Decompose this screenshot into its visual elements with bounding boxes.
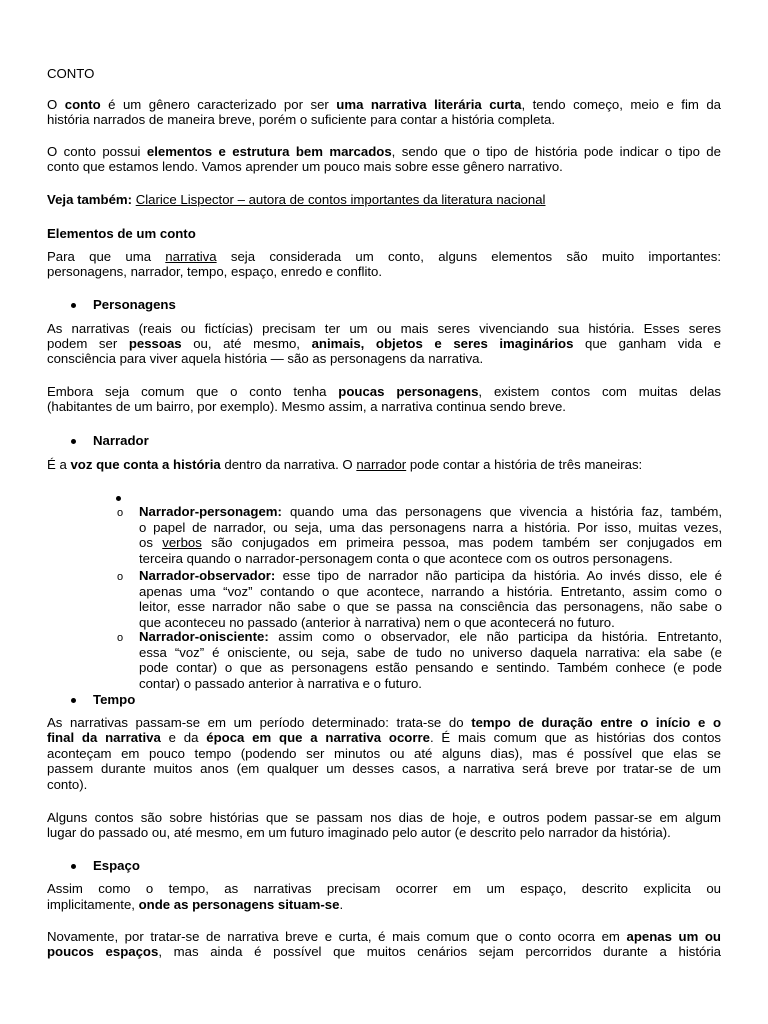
empty-bullet-dot	[116, 496, 121, 501]
personagens-line-3: consciência para viver aquela história — são as personagens da narrativa.	[47, 351, 484, 366]
tempo-p2-line-1: Alguns contos são sobre histórias que se passam nos dias de hoje, e outros podem passar-se em algum	[47, 810, 721, 825]
narrador-link[interactable]: narrador	[356, 457, 407, 472]
verbos-link[interactable]: verbos	[162, 535, 202, 551]
bullet-heading-narrador: Narrador	[93, 433, 149, 448]
document-title: CONTO	[47, 66, 95, 81]
tempo-line-5: conto).	[47, 777, 88, 792]
tempo-line-1: As narrativas passam-se em um período determinado: trata-se do tempo de duração entre o início e o	[47, 715, 722, 730]
espaco-line-1: Assim como o tempo, as narrativas precisam ocorrer em um espaço, descrito explicita ou	[47, 881, 721, 896]
personagens-line-1: As narrativas (reais ou fictícias) precisam ter um ou mais seres vivenciando sua história. Esses seres	[47, 321, 721, 336]
espaco-p2-line-2: poucos espaços, mas ainda é possível que muitos cenários sejam percorridos durante a história	[47, 944, 721, 959]
see-also-line	[47, 192, 721, 208]
bold-term: conto	[64, 97, 101, 112]
section-heading-elements: Elementos de um conto	[47, 226, 196, 241]
bullet-dot	[71, 864, 76, 869]
tempo-line-3: aconteçam em pouco tempo (podendo ser minutos ou até alguns dias), mas é possível que elas se	[47, 746, 721, 761]
structure-paragraph-line-1: O conto possui elementos e estrutura bem marcados, sendo que o tipo de história pode indicar o tipo de	[47, 144, 721, 159]
personagens-line-2: podem ser pessoas ou, até mesmo, animais, objetos e seres imaginários que ganham vida e	[47, 336, 721, 351]
bullet-tempo	[47, 692, 721, 708]
bullet-personagens	[47, 297, 721, 313]
see-also-label: Veja também:	[47, 192, 133, 207]
sub-bullet-circle: o	[117, 632, 124, 644]
bold-term: uma narrativa literária curta	[336, 97, 522, 112]
narrador-type-onisciente: o Narrador-onisciente: assim como o observador, ele não participa da história. Entretanto, essa “voz” é onisciente, ou seja, sabe de tudo no universo daquela narrativa: ela sabe (e pode contar) o que as personagens estão pensando e sentindo. Também conhece (e pode contar) o passado anterior à narrativa e o futuro.	[117, 629, 722, 691]
sub-bullet-circle: o	[117, 571, 124, 583]
intro-paragraph-line-2: história narrados de maneira breve, porém o suficiente para contar a história completa.	[47, 112, 555, 127]
espaco-p2-line-1: Novamente, por tratar-se de narrativa breve e curta, é mais comum que o conto ocorra em apenas um ou	[47, 929, 721, 944]
narrativa-link[interactable]: narrativa	[165, 249, 217, 264]
intro-paragraph-line-1: O conto é um gênero caracterizado por ser uma narrativa literária curta, tendo começo, meio e fim da	[47, 97, 722, 112]
see-also-link[interactable]: Clarice Lispector – autora de contos importantes da literatura nacional	[135, 192, 546, 207]
narrador-paragraph: É a voz que conta a história dentro da narrativa. O narrador pode contar a história de três maneiras:	[47, 457, 643, 472]
elements-paragraph-line-1: Para que uma narrativa seja considerada um conto, alguns elementos são muito importantes:	[47, 249, 721, 264]
bullet-heading-personagens: Personagens	[93, 297, 176, 312]
bullet-heading-tempo: Tempo	[93, 692, 136, 707]
bullet-narrador	[47, 433, 721, 449]
bullet-dot	[71, 303, 76, 308]
personagens-p2-line-1: Embora seja comum que o conto tenha poucas personagens, existem contos com muitas delas	[47, 384, 721, 399]
bullet-dot	[71, 698, 76, 703]
bullet-heading-espaco: Espaço	[93, 858, 140, 873]
personagens-p2-line-2: (habitantes de um bairro, por exemplo). Mesmo assim, a narrativa continua sendo breve.	[47, 399, 566, 414]
narrador-type-observador: o Narrador-observador: esse tipo de narrador não participa da história. Ao invés disso, ele é apenas uma “voz” contando o que acontece, narrando a história. Entretanto, assim como o leitor, esse narrador não sabe o que se passa na consciência das personagens, não sabe o que aconteceu no passado (anterior à narrativa) nem o que acontecerá no futuro.	[117, 568, 722, 630]
sub-bullet-circle: o	[117, 507, 124, 519]
espaco-line-2: implicitamente, onde as personagens situam-se.	[47, 897, 344, 912]
elements-paragraph-line-2: personagens, narrador, tempo, espaço, enredo e conflito.	[47, 264, 383, 279]
tempo-p2-line-2: lugar do passado ou, até mesmo, em um futuro imaginado pelo autor (e descrito pelo narrador da história).	[47, 825, 671, 840]
tempo-line-2: final da narrativa e da época em que a narrativa ocorre. É mais comum que as histórias dos contos	[47, 730, 722, 745]
bullet-espaco	[47, 858, 721, 874]
narrador-type-personagem: o Narrador-personagem: quando uma das personagens que vivencia a história faz, também, o papel de narrador, ou seja, uma das personagens narra a história. Por isso, muitas vezes, os verbos são conjugados em primeira pessoa, mas podem também ser conjugados em terceira quando o narrador-personagem conta o que acontece com os outros personagens.	[117, 504, 723, 566]
bullet-dot	[71, 439, 76, 444]
tempo-line-4: passem durante muitos anos (em qualquer um desses casos, a narrativa será breve por tratar-se de um	[47, 761, 721, 776]
structure-paragraph-line-2: conto que estamos lendo. Vamos aprender um pouco mais sobre esse gênero narrativo.	[47, 159, 563, 174]
